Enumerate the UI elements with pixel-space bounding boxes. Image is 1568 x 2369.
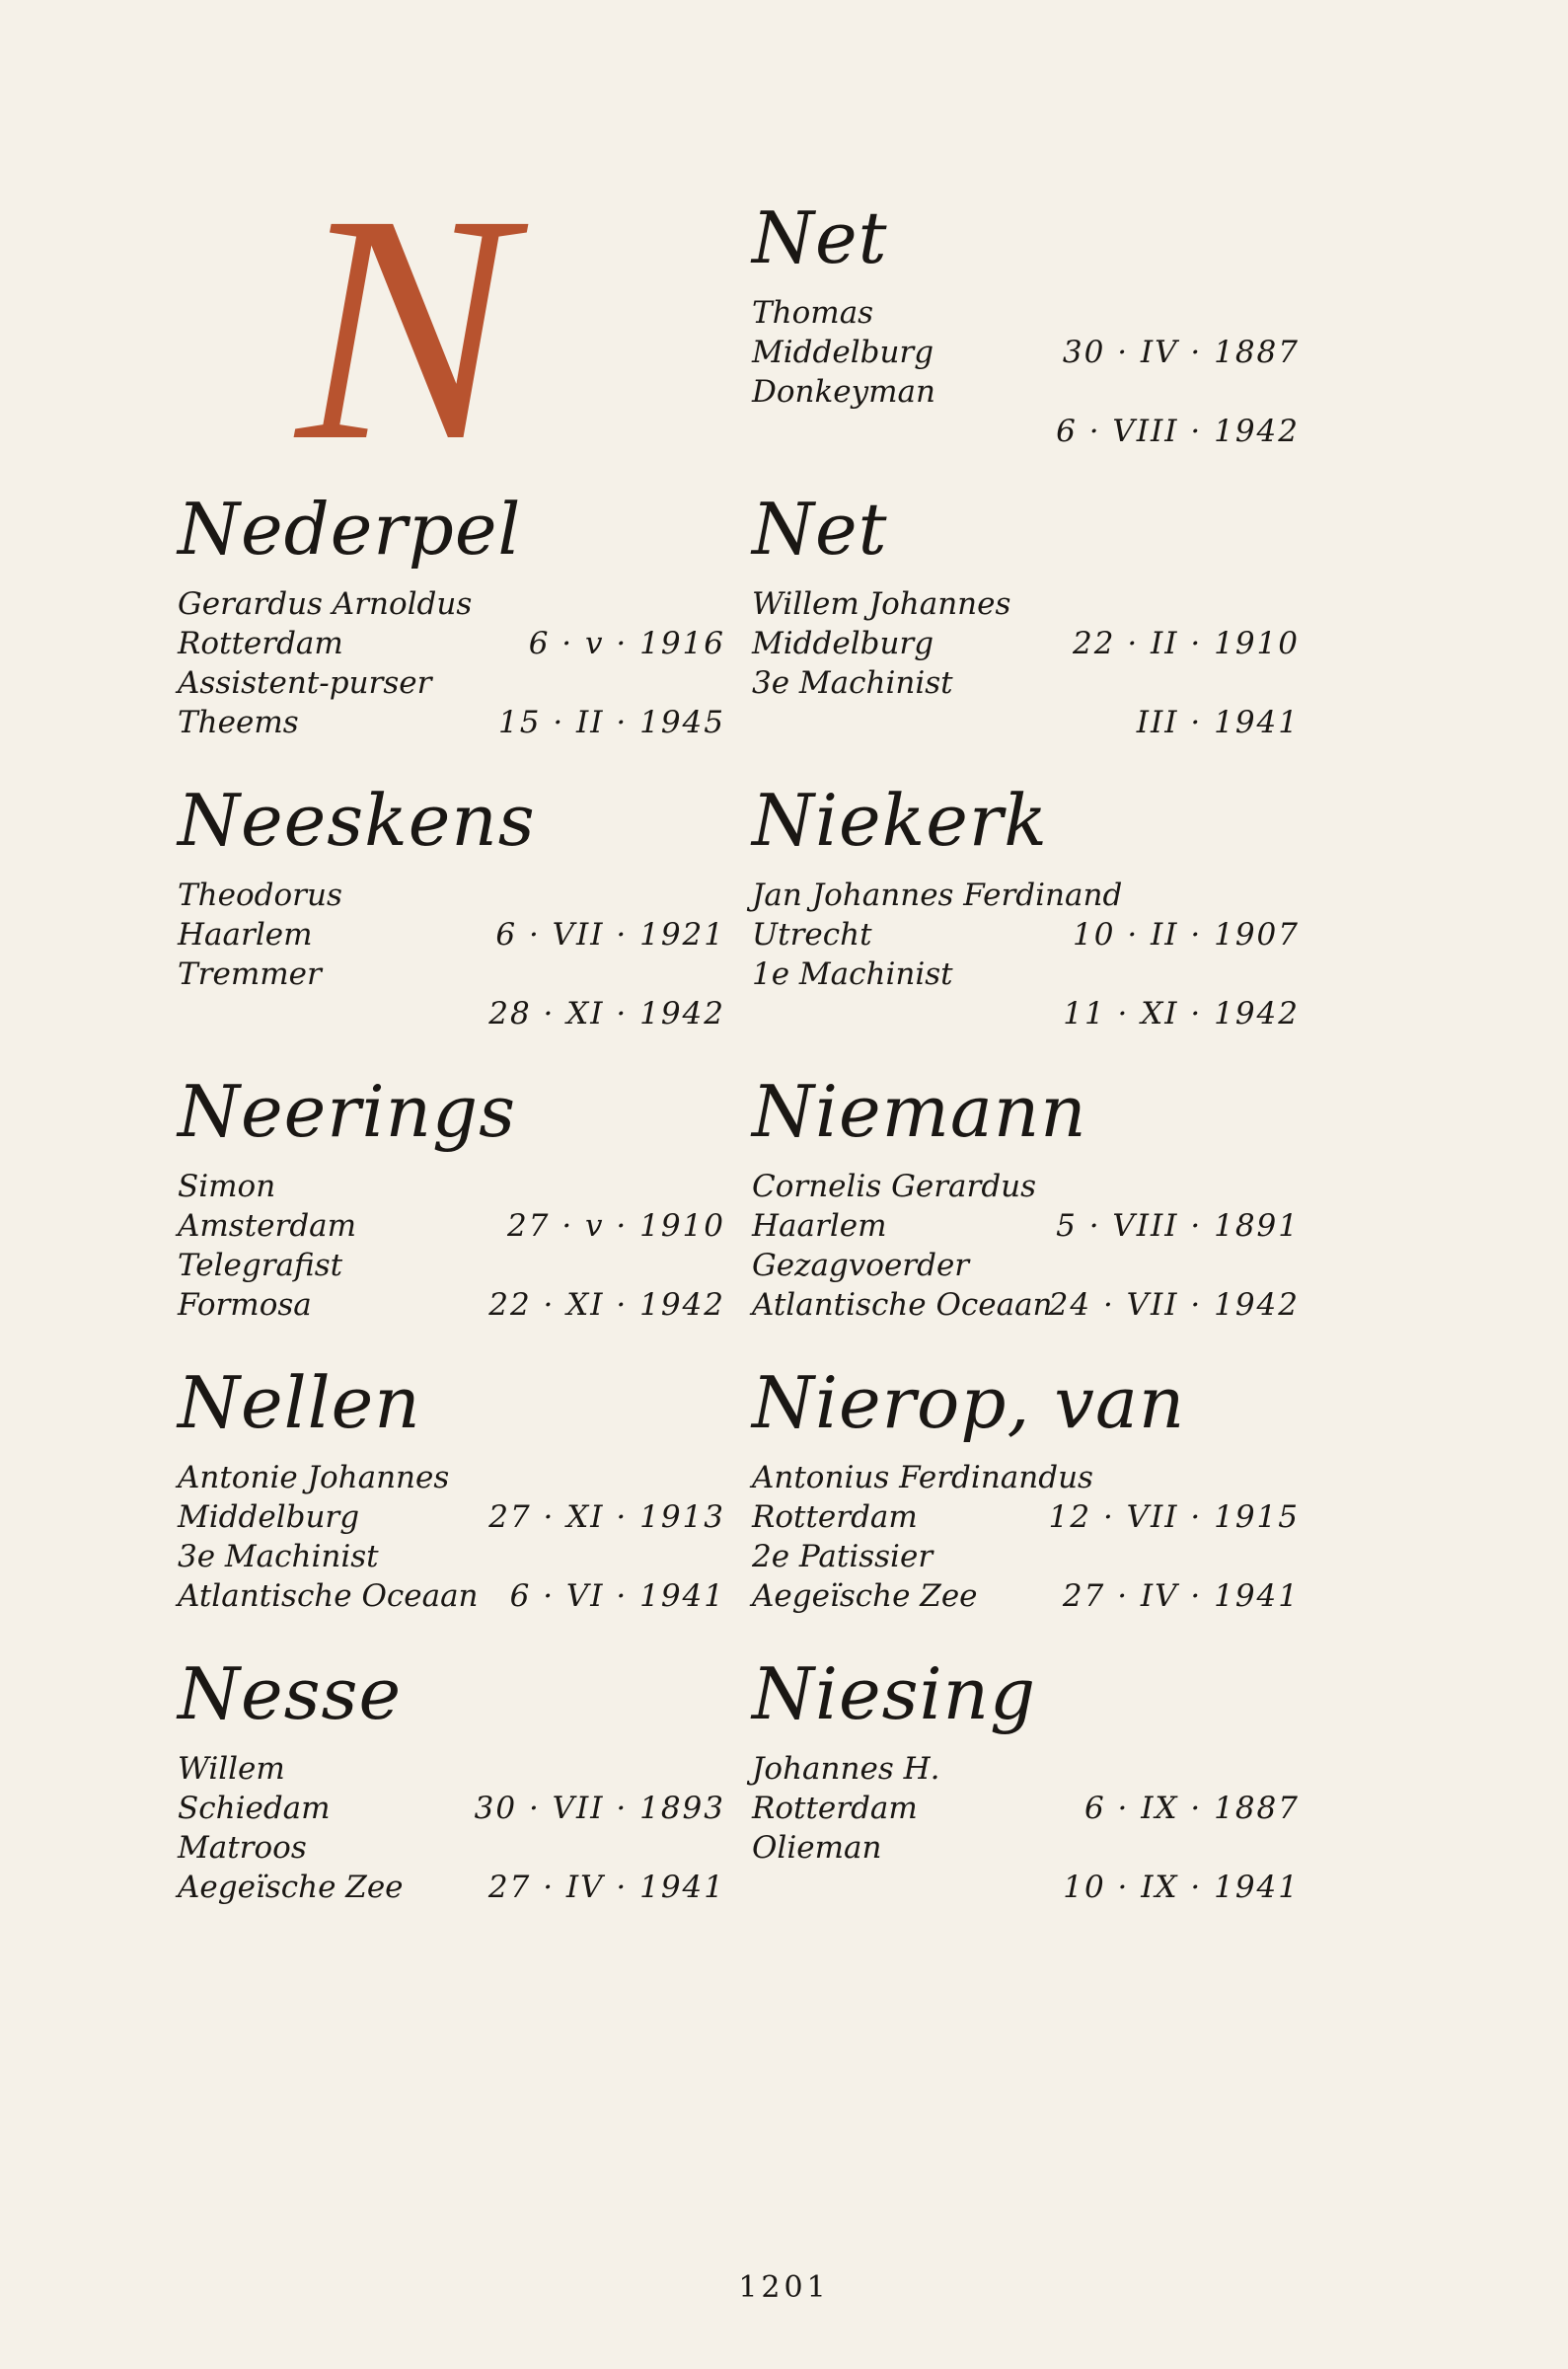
entry-line [178,703,725,742]
line-text: Thomas [752,295,874,331]
entry-surname: Nederpel [178,488,522,571]
line-text: Haarlem [178,917,313,953]
line-date: 27 · IV · 1941 [1062,1578,1300,1614]
page-number: 1201 [738,2270,830,2305]
line-text: Utrecht [752,917,872,953]
entry-line [752,1749,1300,1789]
entry-line [752,1497,1300,1537]
entry-line [752,1206,1300,1246]
line-date: 12 · VII · 1915 [1048,1499,1300,1535]
entry-line [752,1868,1300,1907]
entry-line [178,876,725,915]
entry-line [752,1167,1300,1206]
entry-line [752,1828,1300,1868]
entry-line [752,1537,1300,1576]
line-text: Assistent-purser [178,665,432,701]
entry-surname: Niesing [752,1652,1037,1735]
line-date: 5 · VIII · 1891 [1056,1208,1300,1244]
line-text: Cornelis Gerardus [752,1169,1037,1204]
line-text: Gerardus Arnoldus [178,586,473,622]
entry-line [178,1167,725,1206]
entry-line [178,584,725,624]
entry-line [752,372,1300,412]
entry-line [178,1497,725,1537]
line-date: 22 · II · 1910 [1073,626,1300,661]
line-text: Donkeyman [752,374,935,410]
entry-line [178,955,725,994]
line-text: Formosa [178,1287,312,1323]
entry [178,1361,725,1616]
entry [752,779,1300,1033]
line-date: 27 · IV · 1941 [487,1870,725,1905]
entry-surname: Net [752,196,888,279]
entry [178,488,725,742]
entry-line [178,1749,725,1789]
line-date: 24 · VII · 1942 [1048,1287,1300,1323]
line-text: Gezagvoerder [752,1248,970,1283]
entry-line [752,703,1300,742]
line-text: Middelburg [752,335,934,370]
line-date: 27 · v · 1910 [507,1208,725,1244]
entry-line [752,624,1300,663]
entry-line [178,1285,725,1325]
entry-line [752,1246,1300,1285]
entry-line [178,663,725,703]
entry [178,1652,725,1907]
entry-line [752,584,1300,624]
line-text: Theodorus [178,878,342,913]
line-date: 6 · v · 1916 [528,626,725,661]
decorated-initial: N [296,148,514,508]
entry-line [752,1458,1300,1497]
line-date: 6 · VII · 1921 [495,917,725,953]
entry-line [178,1828,725,1868]
line-date: 15 · II · 1945 [498,705,725,740]
entry-line [752,915,1300,955]
line-text: Atlantische Oceaan [178,1578,479,1614]
line-text: Middelburg [752,626,934,661]
entry-line [178,624,725,663]
entry-line [178,1789,725,1828]
line-text: Willem [178,1751,285,1787]
line-text: Atlantische Oceaan [752,1287,1053,1323]
line-text: Matroos [178,1830,307,1866]
entry-line [178,1576,725,1616]
entry-line [752,994,1300,1033]
line-date: 10 · II · 1907 [1073,917,1300,953]
entry [752,1070,1300,1325]
entry-line [178,1537,725,1576]
line-text: Rotterdam [752,1499,918,1535]
entry-surname: Nellen [178,1361,421,1444]
entry [752,196,1300,451]
line-text: Antonius Ferdinandus [752,1460,1093,1495]
entry [752,488,1300,742]
entry-line [178,1458,725,1497]
entry-line [752,1285,1300,1325]
entry-surname: Neeskens [178,779,536,862]
entry-line [178,1868,725,1907]
line-text: Aegeïsche Zee [752,1578,978,1614]
entry [178,779,725,1033]
entry [752,1361,1300,1616]
line-text: Simon [178,1169,276,1204]
line-text: Jan Johannes Ferdinand [752,878,1123,913]
entry-line [178,915,725,955]
line-text: Telegrafist [178,1248,343,1283]
line-text: Antonie Johannes [178,1460,450,1495]
entry-surname: Nierop, van [752,1361,1186,1444]
line-date: 6 · VIII · 1942 [1056,414,1300,449]
line-text: Johannes H. [752,1751,940,1787]
entry-line [752,293,1300,333]
entry-surname: Net [752,488,888,571]
entry-line [752,1789,1300,1828]
entry-line [178,994,725,1033]
entry [178,1070,725,1325]
line-date: 10 · IX · 1941 [1063,1870,1300,1905]
entry-line [178,1246,725,1285]
line-date: 6 · VI · 1941 [509,1578,725,1614]
entry-surname: Niekerk [752,779,1048,862]
line-text: Rotterdam [178,626,343,661]
line-date: 27 · XI · 1913 [488,1499,725,1535]
line-date: 30 · IV · 1887 [1062,335,1300,370]
line-text: Haarlem [752,1208,887,1244]
entry-line [752,333,1300,372]
entry-line [752,412,1300,451]
line-text: Theems [178,705,299,740]
line-text: Willem Johannes [752,586,1011,622]
line-text: Middelburg [178,1499,360,1535]
entry-surname: Niemann [752,1070,1087,1153]
entry-line [178,1206,725,1246]
entry-line [752,955,1300,994]
entry-surname: Neerings [178,1070,517,1153]
line-date: 28 · XI · 1942 [488,996,725,1032]
line-text: Olieman [752,1830,882,1866]
line-date: III · 1941 [1136,705,1300,740]
entry-line [752,663,1300,703]
line-text: Amsterdam [178,1208,357,1244]
line-date: 30 · VII · 1893 [474,1791,725,1826]
line-date: 6 · IX · 1887 [1083,1791,1300,1826]
line-text: Rotterdam [752,1791,918,1826]
line-date: 22 · XI · 1942 [488,1287,725,1323]
line-text: Tremmer [178,956,322,992]
entry [752,1652,1300,1907]
line-text: 1e Machinist [752,956,953,992]
line-text: 2e Patissier [752,1539,933,1574]
line-date: 11 · XI · 1942 [1063,996,1300,1032]
line-text: Schiedam [178,1791,331,1826]
entry-line [752,876,1300,915]
entry-line [752,1576,1300,1616]
line-text: 3e Machinist [178,1539,379,1574]
line-text: 3e Machinist [752,665,953,701]
line-text: Aegeïsche Zee [178,1870,404,1905]
entry-surname: Nesse [178,1652,403,1735]
